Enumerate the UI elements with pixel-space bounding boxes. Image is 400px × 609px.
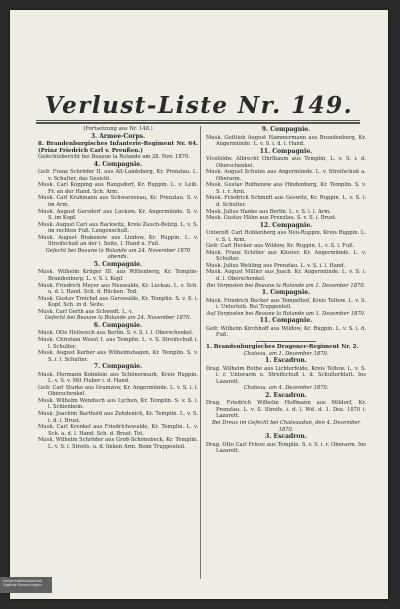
- section-heading: 7. Compagnie.: [93, 363, 143, 371]
- casualty-entry: Musk. Otto Heilwisch aus Berlin. S. v. S. i. l. Oberschenkel.: [38, 330, 194, 337]
- battle-note: Bei Dreux im Gefecht bei Chateaudun, den 4. Dezember 1870.: [211, 419, 361, 433]
- section-heading: 1. Compagnie.: [261, 289, 311, 297]
- logo-line-2: Digitale Sammlungen: [3, 583, 42, 588]
- casualty-entry: Unteroff. Carl Hohlenberg aus Neu-Ruppin, Kreis Ruppin. L. v. S. i. Arm.: [206, 230, 366, 243]
- casualty-entry: Drag. Wilhelm Rothe aus Lichterfelde, Kreis Teltow. L. v. S. i. r. Unterarm u. Streifschuß i. d. Schulterblatt. Ins Lazarett.: [206, 365, 366, 385]
- casualty-entry: Musk. Friedrich Meyer aus Neuwalde, Kr. Luckau. L. v. Sch. u. d. l. Hand. Sch. d. Rücken. Tod.: [38, 282, 198, 296]
- section-heading: 11. Compagnie.: [259, 317, 313, 325]
- casualty-entry: Gefr. Wilhelm Kirchhoff aus Wildow, Kr. Ruppin. L. v. S. i. d. Fuß.: [206, 325, 366, 339]
- section-heading: 11. Compagnie.: [259, 147, 313, 155]
- casualty-entry: Drag. Otto Carl Frieze aus Templin. S. v. S. i. r. Oberarm. Ins Lazarett.: [206, 441, 366, 455]
- regiment-heading: 8. Brandenburgisches Infanterie-Regiment Nr. 64. (Prinz Friedrich Carl v. Preußen.): [38, 141, 198, 154]
- casualty-entry: Musk. Wilhelm Krüger III. aus Wittenberg, Kr. Templin-Brandenburg. L. v. S. i. Kopf.: [38, 269, 198, 283]
- battle-note: Gefecht bei Beaune la Rolande am 24. November 1870.: [44, 315, 192, 322]
- casualty-entry: Musk. Wilhelm Wendisch aus Lychen, Kr. Templin. S. v. S. i. l. Schienbein.: [38, 397, 198, 411]
- battle-note: Bei Vorposten bei Beaune la Rolande am 1. Dezember 1870.: [206, 282, 366, 289]
- section-heading: 1. Escadron.: [265, 357, 307, 365]
- casualty-entry: Musk. Carl Krahmann aus Schwarzenau, Kr. Prenzlau. S. v. im Arm.: [38, 195, 198, 209]
- casualty-entry: Musk. Gustav Hähn aus Prenzlau. S. v. S. i. Brust.: [206, 215, 337, 222]
- casualty-entry: Musk. Franz Schöler aus Kloster, Kr. Angermünde. L. v. Schulter.: [206, 249, 366, 263]
- casualty-entry: Musk. Gustav Treichel aus Gerswalde, Kr. Templin. S. v. S. i. Kopf. Sch. in d. Seite.: [38, 295, 198, 309]
- casualty-entry: Musk. August Müller aus Joach. Kr. Angermünde. L. v. S. i. d. l. Oberschenkel.: [206, 269, 366, 283]
- continuation-note: (Fortsetzung aus Nr. 148.): [83, 126, 153, 132]
- separator-rule: [256, 341, 316, 342]
- section-heading: 3. Escadron.: [265, 433, 307, 441]
- casualty-entry: Musk. Wilhelm Schröder aus Groß-Schönebeck, Kr. Templin. L. v. S. i. Streifs. u. d. linken Arm. Beim Truppenteil.: [38, 437, 198, 450]
- casualty-entry: Musk. Carl Krenkel aus Friedrichswalde, Kr. Templin. L. v. Sch. a. d. l. Hand. Sch. d. Brust. Tot.: [38, 424, 198, 437]
- paragraph: Gefechtsbericht bei Beaune la Rolande am 28. Nov. 1870.: [38, 154, 191, 161]
- casualty-entry: Musk. August Carl aus Rackwitz, Kreis Zauch-Belzig. L. v. S. im rechten Fuß. Lungenschuß.: [38, 221, 198, 235]
- section-heading: 9. Compagnie.: [261, 126, 311, 133]
- casualty-entry: Drag. Friedrich Wilhelm Hoffmann aus Mildorf, Kr. Prenzlau. L. v. S. Streifs. i. d. l. Wd. d. 1. Dez. 1870 i. Lazarett.: [206, 400, 366, 420]
- section-heading: 6. Compagnie.: [93, 321, 143, 329]
- section-heading: 4. Compagnie.: [93, 160, 143, 168]
- section-heading: 12. Compagnie.: [259, 221, 313, 229]
- casualty-entry: Musk. August Kerber aus Wilhelmshagen, Kr. Templin. S. v. S. i. l. Schulter.: [38, 350, 198, 363]
- casualty-entry: Gefr. Franz Schröder II. aus Alt-Landsberg, Kr. Prenzlau. L. v. Schulter, das Gesicht.: [38, 169, 198, 182]
- casualty-entry: Musk. Carl Gerth aus Schwedt. L. v.: [38, 308, 133, 315]
- casualty-entry: Musk. Gottlieb August Hammermann aus Brandenburg, Kr. Angermünde. L. v. S. i. d. l. Hand.: [206, 134, 366, 148]
- casualty-entry: Musk. Joachim Barthold aus Zehdenick, Kr. Templin. L. v. S. i. d. l. Brust.: [38, 410, 198, 424]
- casualty-entry: Musk. Carl Kopping aus Rangsdorf, Kr. Ruppin. L. v. Leib. Fr. an der Hand. Sch. Arm.: [38, 182, 198, 195]
- newspaper-page: [10, 10, 388, 599]
- casualty-entry: Musk. Hermann Kohnlein aus Schönermark, Kreis Ruppin. L. v. S. v. Mit Fieber i. d. Hand.: [38, 371, 198, 385]
- casualty-entry: Musk. August Gersdorf aus Luckow, Kr. Angermünde. S. v. S. im Kopf.: [38, 208, 198, 222]
- battle-note: Auf Vorposten bei Beaune la Rolande am 1. Dezember 1870.: [206, 310, 366, 317]
- title-rule: [36, 120, 360, 121]
- section-heading: 5. Compagnie.: [93, 260, 143, 268]
- casualty-entry: Musk. Christian Woest I. aus Templin. L. v. S. Streifschuß i. l. Schulter.: [38, 336, 198, 350]
- title-rule-thick: [36, 122, 360, 124]
- library-logo: [0, 577, 52, 593]
- casualty-entry: Musk. August Brabenow aus Lindow, Kr. Ruppin. L. v. Streifschuß an der l. Seite, l. Hand u. Fuß.: [38, 234, 198, 248]
- casualty-entry: Musk. August Schulze aus Angermünde. L. v. Streifschuß a. Oberarm.: [206, 169, 366, 182]
- casualty-entry: Gefr. Carl Sturke aus Gramzow, Kr. Angermünde. L. v. S. i. l. Oberschenkel.: [38, 384, 198, 398]
- casualty-entry: Musk. Friedrich Becker aus Tempelhof, Kreis Teltow. L. v. S. i. Unterleib. Bei Truppenteil.: [206, 297, 366, 311]
- battle-note: Chateau, am 4. Dezember 1870.: [243, 385, 329, 392]
- section-heading: 2. Escadron.: [265, 391, 307, 399]
- battle-note: Gefecht bei Beaune la Rolande am 24. November 1870 abends.: [45, 247, 191, 261]
- column-divider: [200, 126, 201, 579]
- right-column: [206, 126, 366, 455]
- casualty-entry: Vicefeldw. Albrecht Ohrlbaum aus Templin, L. v. S. i. d. Oberschenkel.: [206, 156, 366, 169]
- casualty-entry: Musk. Julius Wehling aus Prenzlau. L. v. S. i. l. Hand.: [206, 262, 346, 269]
- regiment-heading: 1. Brandenburgisches Dragoner-Regiment Nr. 2.: [206, 343, 359, 350]
- section-heading: 3. Armee-Corps.: [90, 132, 146, 140]
- left-column: [38, 126, 198, 450]
- logo-line-1: Universitätsbibliothek: [3, 579, 43, 583]
- casualty-entry: Musk. Gustav Ruthenow aus Hindenburg, Kr. Templin. S. v. S. i. r. Arm.: [206, 182, 366, 195]
- casualty-entry: Gefr. Carl Hecker aus Wildow, Kr. Ruppin. L. v. S. i. Fuß.: [206, 243, 355, 250]
- casualty-entry: Musk. Julius Hanke aus Berlin. L. v. S. i. l. Arm.: [206, 208, 331, 215]
- page-title: Verlust-Liste Nr. 149.: [44, 92, 354, 119]
- battle-note: Chateau, am 1. Dezember 1870.: [243, 350, 329, 357]
- casualty-entry: Musk. Friedrich Schmidt aus Geswitz, Kr. Ruppin. L. v. S. i. d. Schulter.: [206, 195, 366, 209]
